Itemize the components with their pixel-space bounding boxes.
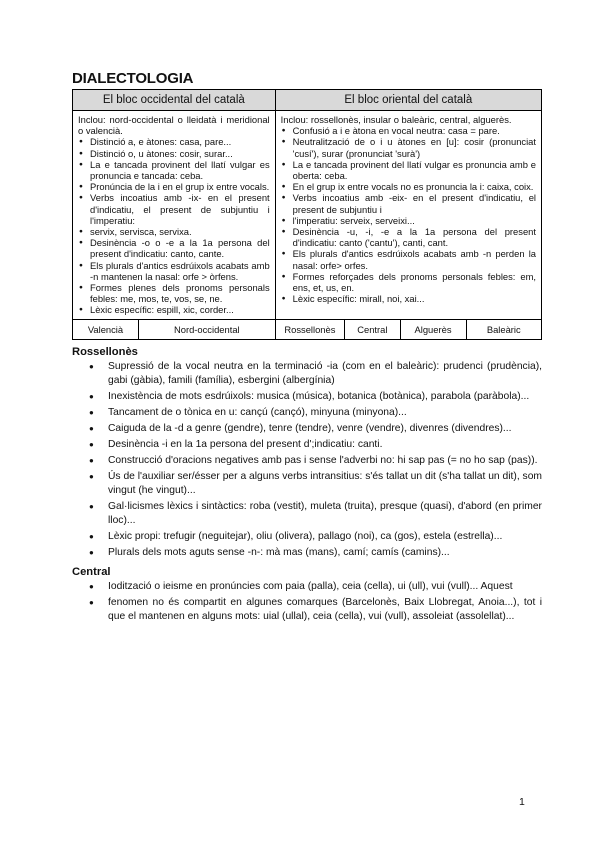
page-number: 1: [519, 796, 525, 808]
dialect-comparison-table: [72, 89, 542, 340]
feature-item: ● Neutralització de o i u àtones en [u]: cosir (pronunciat 'cusí'), surar (pronunciat 'surà'): [290, 136, 536, 158]
east-intro: Inclou: rossellonès, insular o baleàric, central, alguerès.: [280, 114, 512, 125]
subdialect-cell: Baleàric: [466, 319, 542, 339]
subdialect-cell: Valencià: [73, 319, 139, 339]
document-title: DIALECTOLOGIA: [72, 70, 194, 87]
section-list: [72, 360, 542, 560]
feature-item: ● Formes plenes dels pronoms personals febles: me, mos, te, vos, se, ne.: [87, 282, 270, 304]
list-item: ● Ús de l'auxiliar ser/ésser per a alguns verbs intransitius: s'és tallat un dit (s'ha tallat un dit), som vingut (he vingut)...: [108, 470, 542, 498]
feature-item: ● Els plurals d'antics esdrúixols acabats amb -n mantenen la nasal: orfe > òrfens.: [87, 260, 270, 282]
section-heading: Central: [72, 565, 111, 578]
list-item: ● fenomen no és compartit en algunes comarques (Barcelonès, Baix Llobregat, Anoia...), tot i que el mantenen en alguns mots: uial (ullal), ceia (cella), vui (vull), assoleiat (assolellat)...: [108, 596, 542, 624]
list-item: ● Desinència -i en la 1a persona del present d';indicatiu: canti.: [108, 438, 542, 452]
feature-item: ● Pronúncia de la i en el grup ix entre vocals.: [87, 181, 270, 192]
list-item: ● Caiguda de la -d a genre (gendre), tenre (tendre), venre (vendre), divenres (divendres)...: [108, 422, 542, 436]
feature-item: ● Lèxic específic: espill, xic, corder...: [87, 304, 270, 315]
west-features-list: [78, 136, 270, 315]
section-heading: Rossellonès: [72, 345, 138, 358]
east-block-header: El bloc oriental del català: [275, 90, 541, 111]
west-intro: Inclou: nord-occidental o lleidatà i meridional o valencià.: [78, 114, 270, 137]
feature-item: ● La e tancada provinent del llatí vulgar es pronuncia amb e oberta: ceba.: [290, 159, 536, 181]
west-block-cell: [73, 111, 276, 320]
dialect-sections: [72, 346, 542, 624]
east-features-list: [281, 125, 536, 304]
subdialect-cell: Central: [345, 319, 400, 339]
list-item: ● Iodització o ieisme en pronúncies com paia (palla), ceia (cella), ui (ull), vui (vull)... Aquest: [108, 580, 542, 594]
list-item: ● Tancament de o tònica en u: cançú (cançó), minyuna (minyona)...: [108, 406, 542, 420]
feature-item: ● Verbs incoatius amb -eix- en el present d'indicatiu, el present de subjuntiu i: [290, 192, 536, 214]
feature-item: ● Desinència -o o -e a la 1a persona del present d'indicatiu: canto, cante.: [87, 237, 270, 259]
east-block-cell: [275, 111, 541, 320]
feature-item: ● La e tancada provinent del llatí vulgar es pronuncia e tancada: ceba.: [87, 159, 270, 181]
feature-item: ● Distinció o, u àtones: cosir, surar...: [87, 148, 270, 159]
subdialect-cell: Nord-occidental: [138, 319, 275, 339]
feature-item: ● Formes reforçades dels pronoms personals febles: em, ens, et, us, en.: [290, 271, 536, 293]
feature-item: ● Desinència -u, -i, -e a la 1a persona del present d'indicatiu: canto ('cantu'), canti, cant.: [290, 226, 536, 248]
document-page: [72, 70, 542, 626]
feature-item: ● servix, servisca, servixa.: [87, 226, 270, 237]
feature-item: ● Verbs incoatius amb -ix- en el present d'indicatiu, el present de subjuntiu i l'imperatiu:: [87, 192, 270, 226]
list-item: ● Gal·licismes lèxics i sintàctics: roba (vestit), muleta (truita), presque (quasi), d'abord (en primer lloc)...: [108, 500, 542, 528]
feature-item: ● Lèxic específic: mirall, noi, xai...: [290, 293, 536, 304]
subdialect-cell: Alguerès: [400, 319, 466, 339]
list-item: ● Construcció d'oracions negatives amb pas i sense l'adverbi no: hi sap pas (= no ho sap (pas)).: [108, 454, 542, 468]
list-item: ● Plurals dels mots aguts sense -n-: mà mas (mans), camí; camís (camins)...: [108, 546, 542, 560]
list-item: ● Inexistència de mots esdrúixols: musica (música), botanica (botànica), parabola (paràbola)...: [108, 390, 542, 404]
feature-item: ● Confusió a i e àtona en vocal neutra: casa = pare.: [290, 125, 536, 136]
feature-item: ● En el grup ix entre vocals no es pronuncia la i: caixa, coix.: [290, 181, 536, 192]
list-item: ● Supressió de la vocal neutra en la terminació -ia (com en el baleàric): prudenci (prudència), gabi (gàbia), famili (família), esbergini (albergínia): [108, 360, 542, 388]
west-block-header: El bloc occidental del català: [73, 90, 276, 111]
feature-item: ● l'imperatiu: serveix, serveixi...: [290, 215, 536, 226]
feature-item: ● Els plurals d'antics esdrúixols acabats amb -n perden la nasal: orfe> orfes.: [290, 248, 536, 270]
section-list: [72, 580, 542, 624]
subdialect-cell: Rossellonès: [275, 319, 345, 339]
feature-item: ● Distinció a, e àtones: casa, pare...: [87, 136, 270, 147]
list-item: ● Lèxic propi: trefugir (neguitejar), oliu (olivera), pallago (noi), ca (gos), estela (estrella)...: [108, 530, 542, 544]
